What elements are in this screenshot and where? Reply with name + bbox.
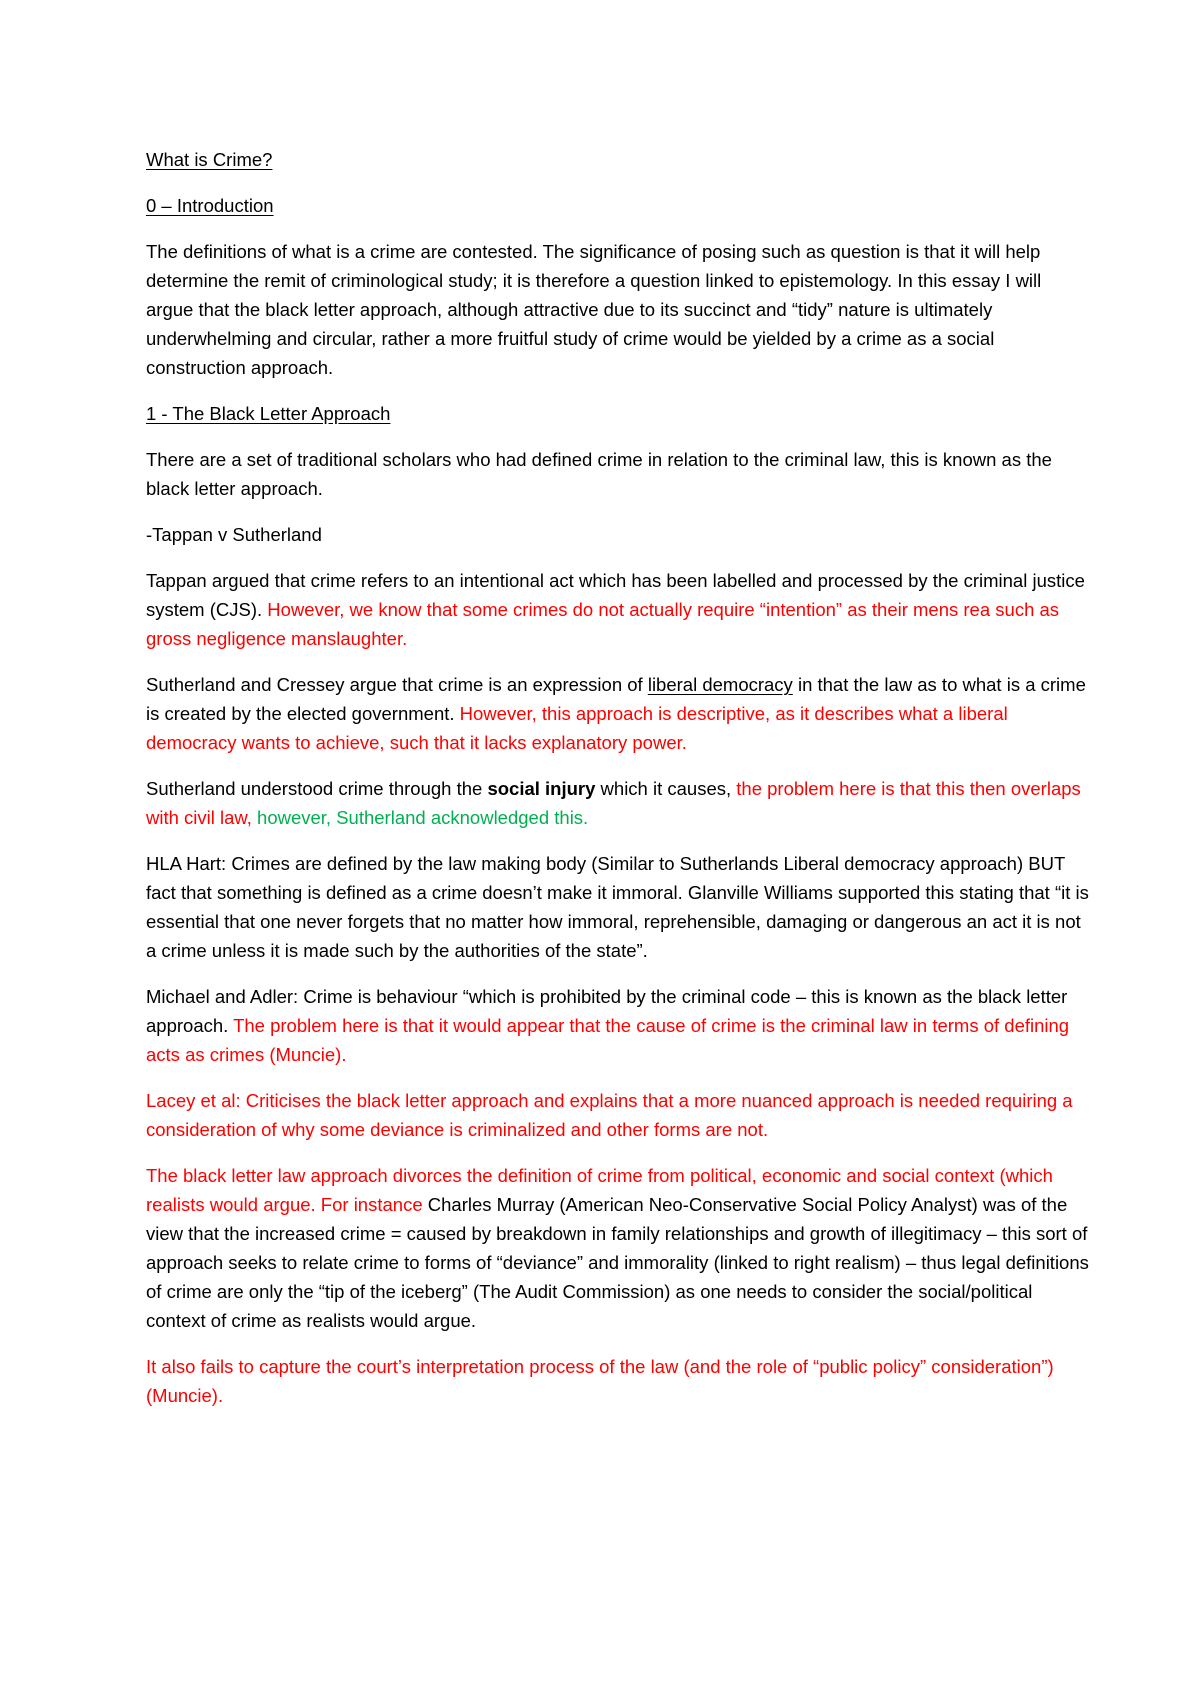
document-title: What is Crime? bbox=[146, 149, 273, 170]
text-run: -Tappan v Sutherland bbox=[146, 524, 322, 545]
text-run: which it causes, bbox=[595, 778, 737, 799]
text-run: The problem here is that it would appear that the cause of crime is the criminal law in terms of defining acts as crimes (Muncie). bbox=[146, 1015, 1070, 1065]
text-run: Sutherland understood crime through the bbox=[146, 778, 488, 799]
text-run: The black letter law approach divorces the definition of crime from political, economic and social context (which realists would argue. For instance bbox=[146, 1165, 1053, 1215]
paragraph bbox=[146, 237, 1090, 382]
paragraph bbox=[146, 670, 1090, 757]
section-heading: 1 - The Black Letter Approach bbox=[146, 403, 391, 424]
document-body bbox=[146, 145, 1090, 1410]
text-run: social injury bbox=[487, 778, 596, 799]
text-run: liberal democracy bbox=[647, 674, 793, 695]
paragraph bbox=[146, 849, 1090, 965]
paragraph bbox=[146, 1161, 1090, 1335]
text-run: Michael and Adler: Crime is behaviour “which is prohibited by the criminal code – this is known as the black letter approach. bbox=[146, 986, 1068, 1036]
text-run: in that the law as to what is a crime is created by the elected government. bbox=[146, 674, 1086, 724]
paragraph bbox=[146, 1086, 1090, 1144]
paragraph bbox=[146, 982, 1090, 1069]
text-run: Lacey et al: Criticises the black letter approach and explains that a more nuanced approach is needed requiring a consideration of why some deviance is criminalized and other forms are not. bbox=[146, 1090, 1073, 1140]
text-run: Sutherland and Cressey argue that crime is an expression of bbox=[146, 674, 648, 695]
text-run: Charles Murray (American Neo-Conservative Social Policy Analyst) was of the view that the increased crime = caused by breakdown in family relationships and growth of illegitimacy – this sort of approach seeks to relate crime to forms of “deviance” and immorality (linked to right realism) – thus legal definitions of crime are only the “tip of the iceberg” (The Audit Commission) as one needs to consider the social/political context of crime as realists would argue. bbox=[146, 1194, 1089, 1331]
text-run: There are a set of traditional scholars who had defined crime in relation to the criminal law, this is known as the black letter approach. bbox=[146, 449, 1052, 499]
paragraph bbox=[146, 566, 1090, 653]
paragraph bbox=[146, 1352, 1090, 1410]
text-run: However, we know that some crimes do not actually require “intention” as their mens rea such as gross negligence manslaughter. bbox=[146, 599, 1060, 649]
paragraph bbox=[146, 774, 1090, 832]
document-sections bbox=[146, 191, 1090, 1410]
text-run: the problem here is that this then overlaps with civil law, bbox=[146, 778, 1081, 828]
text-run: however, Sutherland acknowledged this. bbox=[257, 807, 589, 828]
text-run: However, this approach is descriptive, as it describes what a liberal democracy wants to achieve, such that it lacks explanatory power. bbox=[146, 703, 1008, 753]
text-run: The definitions of what is a crime are contested. The significance of posing such as question is that it will help determine the remit of criminological study; it is therefore a question linked to epistemology. In this essay I will argue that the black letter approach, although attractive due to its succinct and “tidy” nature is ultimately underwhelming and circular, rather a more fruitful study of crime would be yielded by a crime as a social construction approach. bbox=[146, 241, 1042, 378]
text-run: It also fails to capture the court’s interpretation process of the law (and the role of “public policy” consideration”) (Muncie). bbox=[146, 1356, 1054, 1406]
text-run: Tappan argued that crime refers to an intentional act which has been labelled and processed by the criminal justice system (CJS). bbox=[146, 570, 1085, 620]
paragraph bbox=[146, 445, 1090, 503]
section-heading: 0 – Introduction bbox=[146, 195, 274, 216]
text-run: HLA Hart: Crimes are defined by the law making body (Similar to Sutherlands Liberal democracy approach) BUT fact that something is defined as a crime doesn’t make it immoral. Glanville Williams supported this stating that “it is essential that one never forgets that no matter how immoral, reprehensible, damaging or dangerous an act it is not a crime unless it is made such by the authorities of the state”. bbox=[146, 853, 1089, 961]
paragraph bbox=[146, 520, 1090, 549]
